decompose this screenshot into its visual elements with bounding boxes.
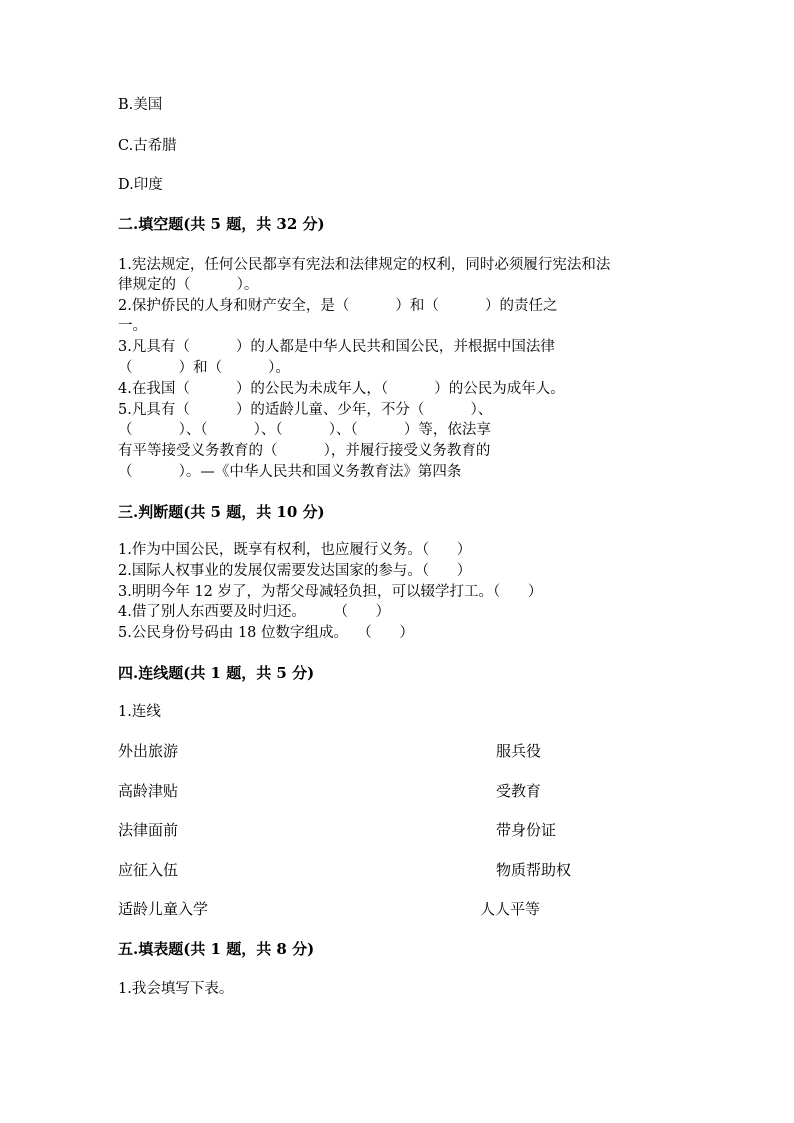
question-line: （ ）、（ ）、（ ）、（ ）等，依法享 bbox=[118, 422, 491, 438]
question-line: 5.公民身份号码由 18 位数字组成。 （ ） bbox=[118, 625, 414, 641]
question-line: 4.在我国（ ）的公民为未成年人，（ ）的公民为成年人。 bbox=[118, 381, 565, 397]
question-line: （ ）。—《中华人民共和国义务教育法》第四条 bbox=[118, 464, 462, 480]
match-right-item: 受教育 bbox=[496, 782, 542, 800]
match-right-item: 带身份证 bbox=[496, 821, 557, 839]
question-line: 1.宪法规定，任何公民都享有宪法和法律规定的权利，同时必须履行宪法和法 bbox=[118, 257, 611, 273]
option-c: C.古希腊 bbox=[118, 138, 177, 154]
option-d: D.印度 bbox=[118, 177, 163, 193]
option-b: B.美国 bbox=[118, 97, 163, 113]
section-heading-true-false: 三.判断题(共 5 题，共 10 分) bbox=[118, 503, 325, 521]
section-heading-matching: 四.连线题(共 1 题，共 5 分) bbox=[118, 664, 315, 682]
question-line: 3.凡具有（ ）的人都是中华人民共和国公民，并根据中国法律 bbox=[118, 339, 555, 355]
question-line: 一。 bbox=[118, 318, 147, 334]
question-line: 1.我会填写下表。 bbox=[118, 981, 234, 997]
question-line: 3.明明今年 12 岁了，为帮父母减轻负担，可以辍学打工。（ ） bbox=[118, 584, 543, 600]
match-left-item: 应征入伍 bbox=[118, 861, 179, 879]
question-line: （ ）和（ ）。 bbox=[118, 360, 290, 376]
question-line: 4.借了别人东西要及时归还。 （ ） bbox=[118, 604, 391, 620]
match-left-item: 外出旅游 bbox=[118, 742, 179, 760]
question-line: 律规定的（ ）。 bbox=[118, 277, 259, 293]
match-right-item: 人人平等 bbox=[480, 900, 541, 918]
question-line: 1.连线 bbox=[118, 704, 161, 720]
question-line: 2.保护侨民的人身和财产安全，是（ ）和（ ）的责任之 bbox=[118, 298, 558, 314]
question-line: 1.作为中国公民，既享有权利，也应履行义务。（ ） bbox=[118, 542, 472, 558]
question-line: 有平等接受义务教育的（ ），并履行接受义务教育的 bbox=[118, 443, 491, 459]
match-right-item: 物质帮助权 bbox=[496, 861, 572, 879]
match-left-item: 法律面前 bbox=[118, 821, 179, 839]
section-heading-fill-blank: 二.填空题(共 5 题，共 32 分) bbox=[118, 215, 325, 233]
question-line: 2.国际人权事业的发展仅需要发达国家的参与。（ ） bbox=[118, 563, 472, 579]
section-heading-table: 五.填表题(共 1 题，共 8 分) bbox=[118, 940, 315, 958]
match-left-item: 适龄儿童入学 bbox=[118, 900, 209, 918]
match-right-item: 服兵役 bbox=[496, 742, 542, 760]
question-line: 5.凡具有（ ）的适龄儿童、少年，不分（ ）、 bbox=[118, 402, 493, 418]
match-left-item: 高龄津贴 bbox=[118, 782, 179, 800]
